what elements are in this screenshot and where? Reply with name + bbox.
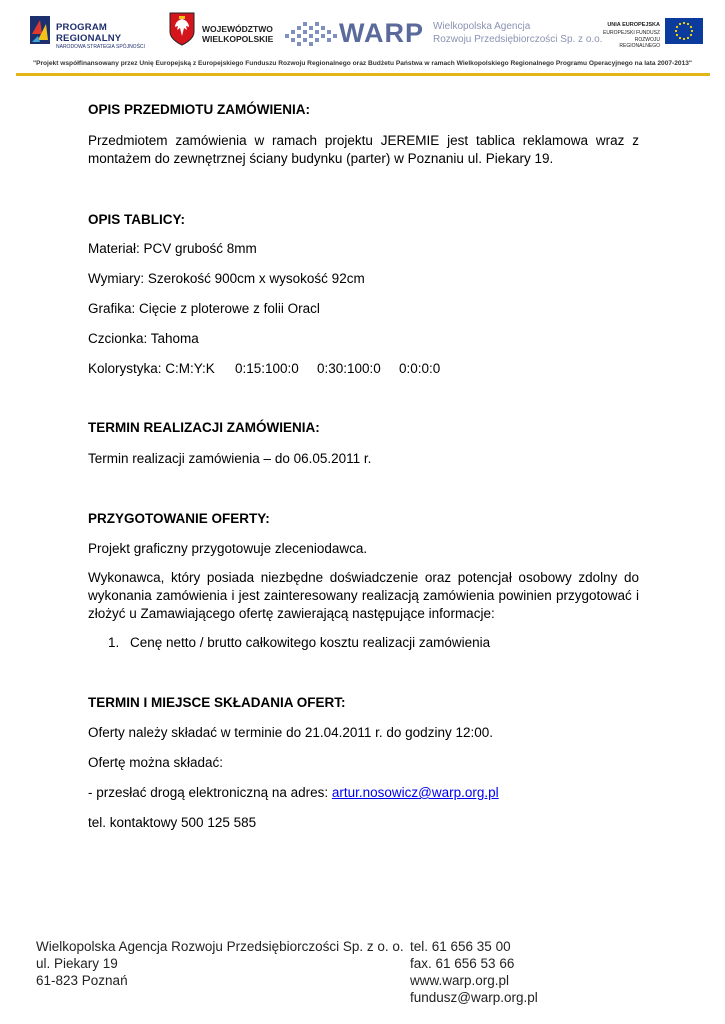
termin-realizacji-heading: TERMIN REALIZACJI ZAMÓWIENIA:	[88, 420, 320, 435]
warp-logo-line2: Rozwoju Przedsiębiorczości Sp. z o.o.	[433, 34, 603, 45]
eu-logo	[596, 12, 706, 52]
footer-fax: fax. 61 656 53 66	[410, 956, 515, 971]
kolorystyka-line	[88, 360, 639, 378]
material-line: Materiał: PCV grubość 8mm	[88, 241, 257, 256]
wymiary-line: Wymiary: Szerokość 900cm x wysokość 92cm	[88, 271, 365, 286]
eu-flag-icon	[665, 18, 703, 44]
program-logo-line1: PROGRAM	[56, 22, 108, 33]
list-item-number: 1.	[108, 635, 120, 650]
header-logos	[28, 12, 703, 58]
email-link[interactable]: artur.nosowicz@warp.org.pl	[331, 785, 499, 800]
termin-skladania-text2: Ofertę można składać:	[88, 755, 224, 770]
wojewodztwo-logo-line2: WIELKOPOLSKIE	[202, 34, 274, 44]
przygotowanie-text1: Projekt graficzny przygotowuje zleceniodawca.	[88, 541, 368, 556]
header-divider	[16, 73, 710, 76]
przygotowanie-text2: Wykonawca, który posiada niezbędne doświadczenie oraz potencjał osobowy zdolny do wykonania zamówienia i jest zainteresowany realizacją zamówienia powinien przygotować i złożyć u Zamawiającego ofertę zawierającą następujące informacje:	[88, 570, 639, 621]
warp-logo-word: WARP	[339, 18, 424, 48]
warp-logo	[285, 12, 603, 56]
opis-przedmiotu-text: Przedmiotem zamówienia w ramach projektu JEREMIE jest tablica reklamowa wraz z montażem do zewnętrznej ściany budynku (parter) w Poznaniu ul. Piekary 19.	[88, 133, 639, 166]
program-logo-line2: REGIONALNY	[56, 33, 122, 44]
czcionka-line: Czcionka: Tahoma	[88, 331, 199, 346]
email-line	[88, 784, 639, 802]
eu-logo-line2: EUROPEJSKI FUNDUSZ	[603, 30, 660, 36]
footer-city: 61-823 Poznań	[36, 973, 128, 988]
program-regionalny-logo	[28, 12, 146, 52]
cmyk-value-2: 0:30:100:0	[317, 361, 381, 376]
wojewodztwo-logo-line1: WOJEWÓDZTWO	[202, 24, 273, 34]
footer-street: ul. Piekary 19	[36, 956, 118, 971]
cmyk-value-1: 0:15:100:0	[235, 361, 299, 376]
warp-logo-line1: Wielkopolska Agencja	[433, 21, 531, 32]
phone-line: tel. kontaktowy 500 125 585	[88, 815, 257, 830]
footer-org: Wielkopolska Agencja Rozwoju Przedsiębiorczości Sp. z o. o.	[36, 939, 404, 954]
eu-logo-line3: ROZWOJU REGIONALNEGO	[619, 37, 660, 49]
footer-address	[36, 938, 404, 989]
program-logo-line3: NARODOWA STRATEGIA SPÓJNOŚCI	[56, 44, 145, 50]
wojewodztwo-logo	[169, 12, 289, 54]
email-prefix: - przesłać drogą elektroniczną na adres:	[88, 785, 332, 800]
kolorystyka-label: Kolorystyka: C:M:Y:K	[88, 361, 215, 376]
cmyk-value-3: 0:0:0:0	[399, 361, 441, 376]
cofinancing-tagline: "Projekt współfinansowany przez Unię Europejską z Europejskiego Funduszu Rozwoju Regionalnego oraz Budżetu Państwa w ramach Wielkopolskiego Regionalnego Programu Operacyjnego na lata 2007-2013"	[32, 60, 693, 67]
list-item	[88, 634, 659, 652]
eagle-shield-icon	[169, 12, 195, 46]
footer-contacts	[410, 938, 538, 1006]
grafika-line: Grafika: Cięcie z ploterowe z folii Oracl	[88, 301, 320, 316]
termin-skladania-text1: Oferty należy składać w terminie do 21.04.2011 r. do godziny 12:00.	[88, 725, 493, 740]
termin-skladania-heading: TERMIN I MIEJSCE SKŁADANIA OFERT:	[88, 695, 346, 710]
eu-logo-line1: UNIA EUROPEJSKA	[607, 22, 660, 28]
opis-tablicy-heading: OPIS TABLICY:	[88, 212, 185, 227]
footer-www[interactable]: www.warp.org.pl	[410, 973, 510, 988]
opis-przedmiotu-heading: OPIS PRZEDMIOTU ZAMÓWIENIA:	[88, 102, 310, 117]
footer-email[interactable]: fundusz@warp.org.pl	[410, 990, 538, 1005]
warp-pixel-grid-icon	[285, 20, 337, 48]
przygotowanie-heading: PRZYGOTOWANIE OFERTY:	[88, 511, 270, 526]
termin-realizacji-text: Termin realizacji zamówienia – do 06.05.2011 r.	[88, 451, 372, 466]
program-regionalny-mark-icon	[28, 14, 52, 46]
list-item-text: Cenę netto / brutto całkowitego kosztu realizacji zamówienia	[130, 635, 491, 650]
footer-tel: tel. 61 656 35 00	[410, 939, 511, 954]
